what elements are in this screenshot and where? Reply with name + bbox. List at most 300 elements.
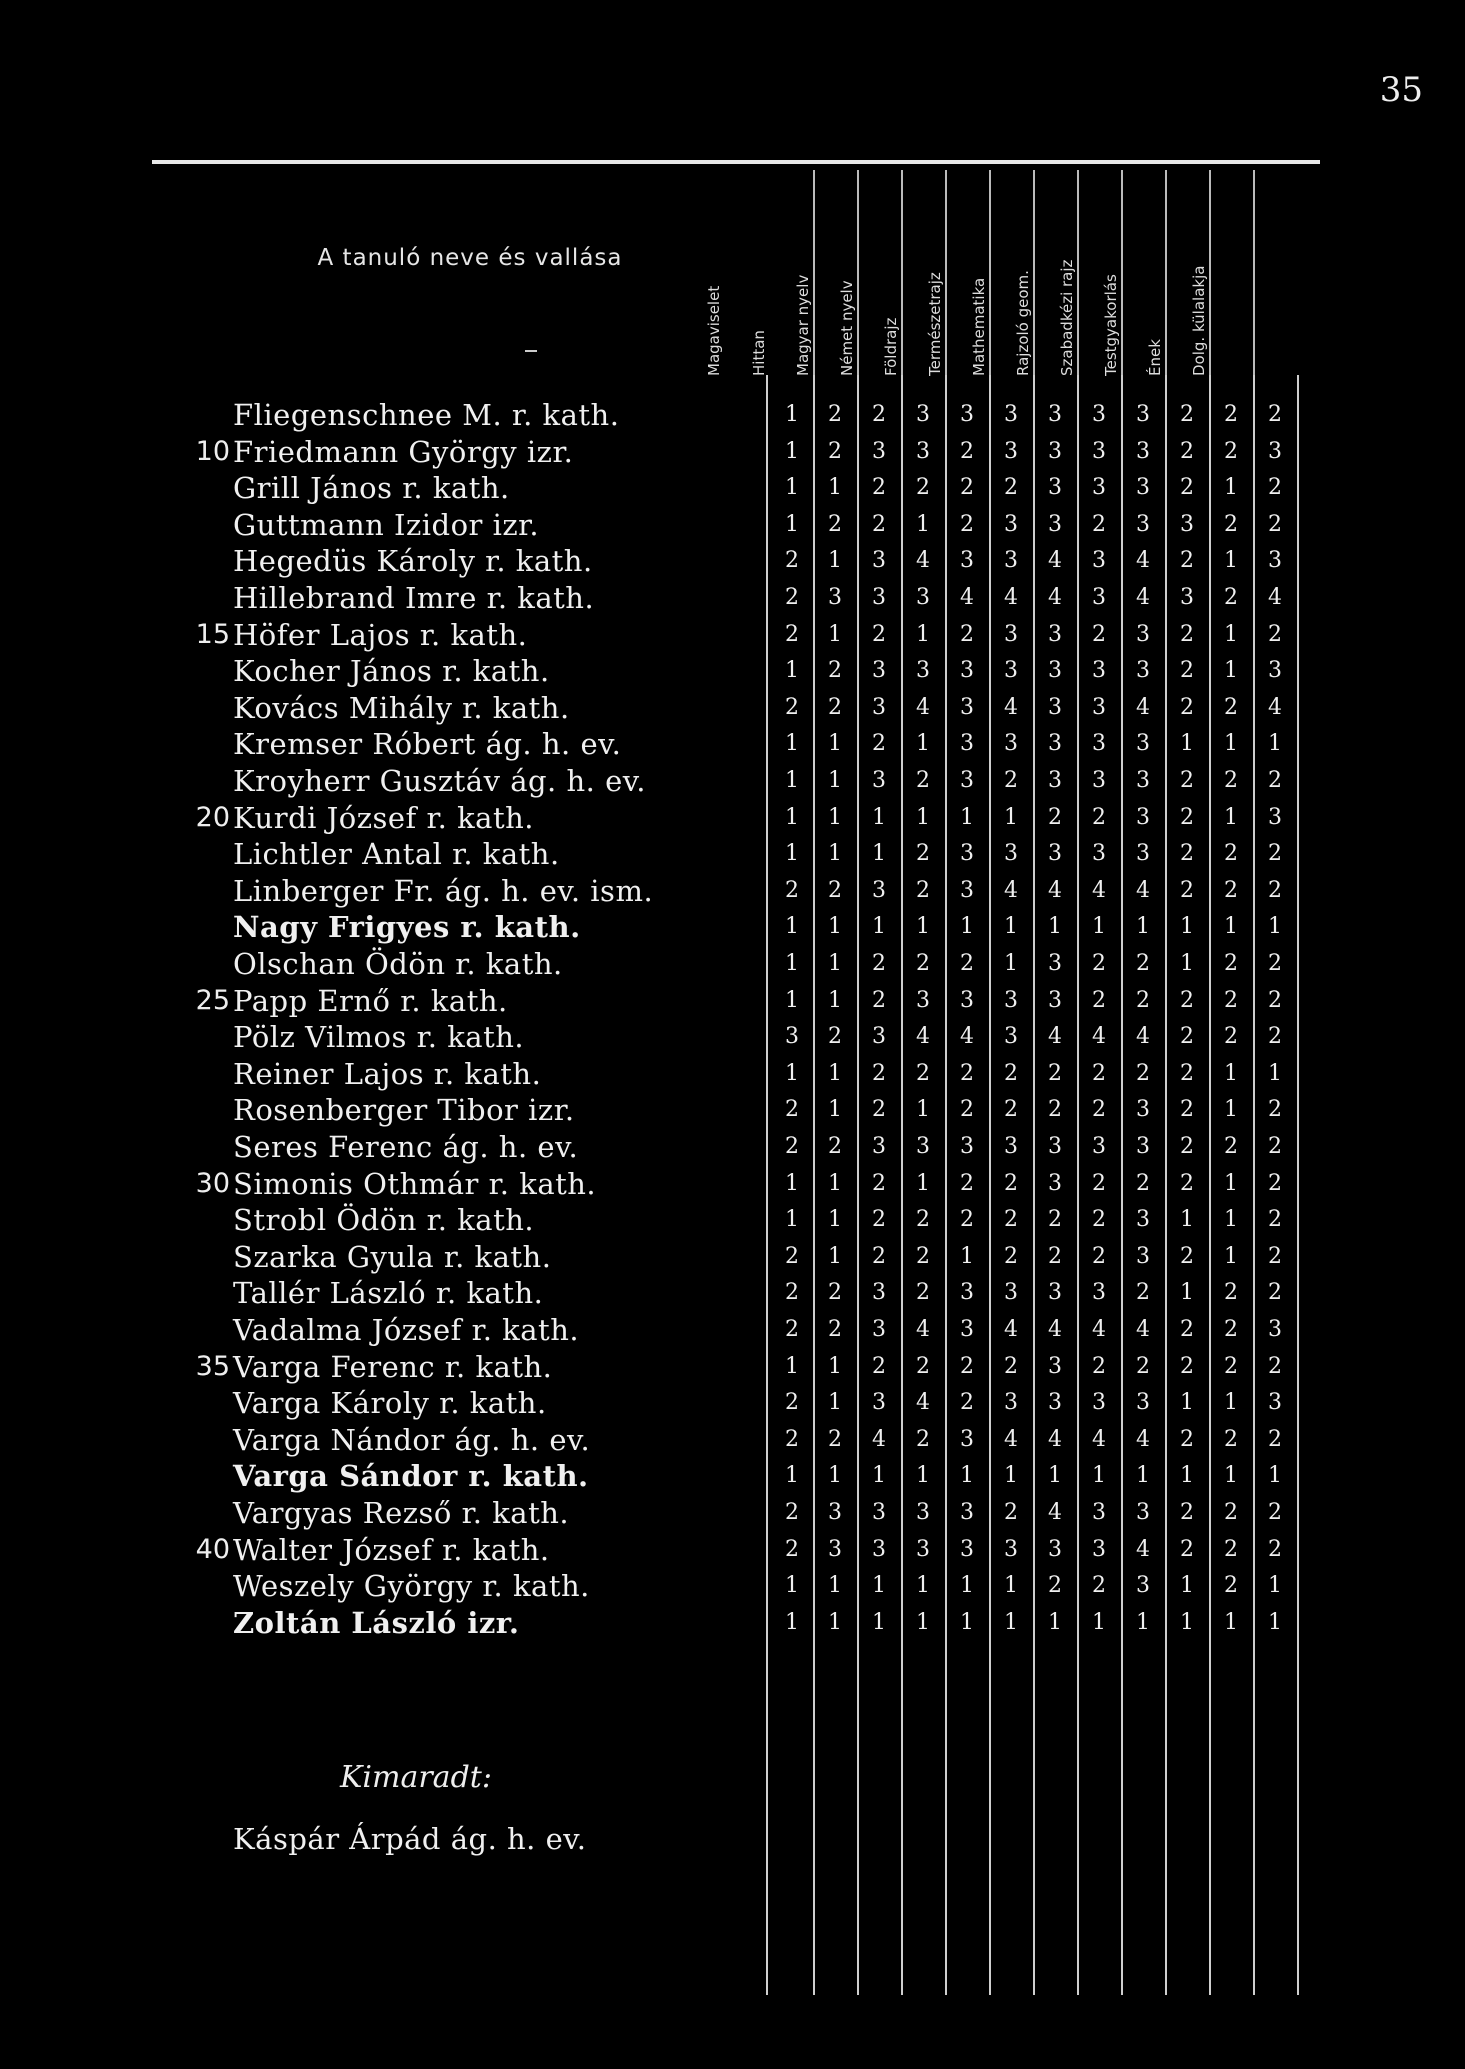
grade-cell: 3 xyxy=(916,1500,930,1525)
grade-cell: 1 xyxy=(1268,1060,1282,1086)
grade-cell: 4 xyxy=(1268,585,1282,610)
grade-cell: 4 xyxy=(1048,1500,1062,1525)
grade-cell: 3 xyxy=(1092,768,1106,793)
grade-cell: 2 xyxy=(960,438,974,464)
table-row xyxy=(0,617,1465,653)
grade-cell: 3 xyxy=(960,1426,974,1452)
table-row xyxy=(0,1532,1465,1568)
grade-cell: 1 xyxy=(916,731,930,757)
grade-cell: 2 xyxy=(916,475,930,501)
row-number: 10 xyxy=(195,435,230,467)
grade-cell: 1 xyxy=(828,1353,842,1379)
grade-cell: 2 xyxy=(1224,1353,1238,1379)
grade-cell: 4 xyxy=(1048,1317,1062,1342)
grade-cell: 2 xyxy=(916,1280,930,1306)
top-rule xyxy=(152,160,1320,164)
grade-cell: 1 xyxy=(785,841,799,867)
grade-cell: 1 xyxy=(1224,621,1238,647)
grade-cell: 2 xyxy=(1268,1500,1282,1525)
grade-cell: 1 xyxy=(785,1609,799,1635)
table-row xyxy=(0,909,1465,945)
grade-cell: 2 xyxy=(785,877,799,903)
row-number: 20 xyxy=(195,801,230,833)
grade-cell: 2 xyxy=(1268,1134,1282,1159)
subject-header-label: Testgyakorlás xyxy=(1102,274,1120,376)
grade-cell: 3 xyxy=(1136,804,1150,830)
grade-cell: 4 xyxy=(1136,694,1150,720)
grade-cell: 3 xyxy=(1004,1280,1018,1306)
grade-cell: 1 xyxy=(1224,475,1238,501)
student-name: Szarka Gyula r. kath. xyxy=(233,1239,552,1274)
grade-cell: 2 xyxy=(872,1207,886,1233)
student-name: Kovács Mihály r. kath. xyxy=(233,690,570,725)
grade-cell: 3 xyxy=(1048,658,1062,684)
student-name: Kocher János r. kath. xyxy=(233,654,550,689)
grade-cell: 2 xyxy=(1048,804,1062,830)
grade-cell: 2 xyxy=(1048,1207,1062,1233)
grade-cell: 2 xyxy=(828,877,842,903)
grade-cell: 1 xyxy=(1268,1463,1282,1489)
grade-cell: 1 xyxy=(1048,1609,1062,1635)
grade-cell: 2 xyxy=(828,1317,842,1342)
grade-cell: 1 xyxy=(1092,1609,1106,1635)
grade-cell: 3 xyxy=(1136,621,1150,647)
grade-cell: 2 xyxy=(1180,1353,1194,1379)
grade-cell: 3 xyxy=(916,987,930,1013)
grade-cell: 2 xyxy=(1268,1024,1282,1050)
student-name: Olschan Ödön r. kath. xyxy=(233,947,563,981)
grade-cell: 4 xyxy=(1136,1426,1150,1452)
grade-cell: 1 xyxy=(872,914,886,940)
grade-cell: 2 xyxy=(785,1280,799,1306)
grade-cell: 4 xyxy=(1268,694,1282,720)
grade-cell: 1 xyxy=(872,841,886,867)
grade-cell: 3 xyxy=(1268,1317,1282,1342)
grade-cell: 4 xyxy=(1092,877,1106,903)
page-number: 35 xyxy=(1379,70,1423,110)
subject-header-label: Hittan xyxy=(750,330,768,376)
grade-cell: 1 xyxy=(785,1353,799,1379)
table-row xyxy=(0,1385,1465,1421)
grade-cell: 3 xyxy=(960,658,974,684)
grade-cell: 3 xyxy=(1004,731,1018,757)
grade-cell: 1 xyxy=(1224,1243,1238,1269)
grade-cell: 1 xyxy=(785,511,799,537)
grade-cell: 3 xyxy=(916,1536,930,1562)
grade-cell: 2 xyxy=(1180,841,1194,867)
grade-cell: 2 xyxy=(960,1353,974,1379)
grade-cell: 2 xyxy=(828,402,842,427)
grade-cell: 3 xyxy=(1048,1280,1062,1306)
grade-cell: 1 xyxy=(872,1573,886,1599)
grade-cell: 3 xyxy=(1048,1536,1062,1562)
grade-cell: 3 xyxy=(960,1280,974,1306)
grade-cell: 4 xyxy=(1048,1024,1062,1050)
grade-cell: 3 xyxy=(1048,951,1062,976)
grade-cell: 3 xyxy=(916,658,930,684)
grade-cell: 4 xyxy=(916,1390,930,1416)
grade-cell: 3 xyxy=(828,1500,842,1525)
grade-cell: 4 xyxy=(916,1024,930,1050)
grade-cell: 2 xyxy=(1180,877,1194,903)
grade-cell: 2 xyxy=(1268,987,1282,1013)
grade-cell: 3 xyxy=(872,1317,886,1342)
grade-cell: 2 xyxy=(872,987,886,1013)
student-name: Varga Sándor r. kath. xyxy=(233,1459,589,1494)
grade-cell: 3 xyxy=(960,987,974,1013)
grade-cell: 2 xyxy=(1048,1243,1062,1269)
grade-cell: 2 xyxy=(1048,1060,1062,1086)
grade-cell: 4 xyxy=(1136,1024,1150,1050)
grade-cell: 4 xyxy=(1048,1426,1062,1452)
table-row xyxy=(0,1568,1465,1604)
grade-cell: 2 xyxy=(1180,438,1194,464)
grade-cell: 1 xyxy=(960,1243,974,1269)
grade-cell: 2 xyxy=(1268,1170,1282,1196)
grade-cell: 3 xyxy=(1004,658,1018,684)
student-name: Kremser Róbert ág. h. ev. xyxy=(233,727,622,762)
grade-cell: 2 xyxy=(1224,585,1238,610)
grade-cell: 4 xyxy=(1004,877,1018,903)
subject-header-label: Ének xyxy=(1146,339,1164,376)
grade-cell: 3 xyxy=(1048,621,1062,647)
grade-cell: 2 xyxy=(1224,1134,1238,1159)
grade-cell: 3 xyxy=(1004,438,1018,464)
grade-cell: 2 xyxy=(1224,402,1238,427)
grade-cell: 2 xyxy=(785,1500,799,1525)
grade-cell: 1 xyxy=(1268,731,1282,757)
grade-cell: 1 xyxy=(785,1207,799,1233)
grade-cell: 2 xyxy=(1180,1536,1194,1562)
grade-cell: 2 xyxy=(916,1243,930,1269)
grade-cell: 2 xyxy=(1136,1280,1150,1306)
grade-cell: 3 xyxy=(1136,1390,1150,1416)
table-row xyxy=(0,543,1465,579)
grade-cell: 3 xyxy=(916,585,930,610)
grade-cell: 2 xyxy=(828,438,842,464)
grade-cell: 1 xyxy=(785,731,799,757)
row-number: 15 xyxy=(195,618,230,650)
grade-cell: 2 xyxy=(1268,1353,1282,1379)
grade-cell: 2 xyxy=(1092,1207,1106,1233)
grade-cell: 1 xyxy=(1224,548,1238,574)
grade-cell: 3 xyxy=(1048,402,1062,427)
grade-cell: 3 xyxy=(1092,1134,1106,1159)
grade-cell: 2 xyxy=(1268,1097,1282,1123)
grade-cell: 2 xyxy=(916,1426,930,1452)
grade-cell: 2 xyxy=(1268,951,1282,976)
row-number: 30 xyxy=(195,1167,230,1199)
grade-cell: 1 xyxy=(1224,1097,1238,1123)
grade-cell: 2 xyxy=(1224,987,1238,1013)
grade-cell: 1 xyxy=(828,987,842,1013)
student-name: Guttmann Izidor izr. xyxy=(233,507,540,542)
student-name: Kurdi József r. kath. xyxy=(233,800,535,835)
grade-cell: 3 xyxy=(1268,658,1282,684)
table-row xyxy=(0,1092,1465,1128)
grade-cell: 3 xyxy=(1092,548,1106,574)
grade-cell: 3 xyxy=(1092,1390,1106,1416)
grade-cell: 2 xyxy=(1180,1134,1194,1159)
grade-cell: 1 xyxy=(828,768,842,793)
grade-cell: 1 xyxy=(1180,914,1194,940)
grade-cell: 3 xyxy=(1004,1024,1018,1050)
student-name: Reiner Lajos r. kath. xyxy=(233,1056,542,1091)
grade-cell: 1 xyxy=(960,1463,974,1489)
grade-cell: 3 xyxy=(960,841,974,867)
grade-cell: 1 xyxy=(1092,1463,1106,1489)
grade-cell: 1 xyxy=(1004,1463,1018,1489)
grade-cell: 1 xyxy=(785,768,799,793)
table-row xyxy=(0,873,1465,909)
grade-cell: 3 xyxy=(872,1134,886,1159)
grade-cell: 2 xyxy=(1268,1536,1282,1562)
table-row xyxy=(0,1019,1465,1055)
grade-cell: 2 xyxy=(1004,475,1018,501)
grade-cell: 3 xyxy=(1136,511,1150,537)
omitted-label: Kimaradt: xyxy=(340,1760,492,1795)
grade-cell: 2 xyxy=(1224,1317,1238,1342)
grade-cell: 2 xyxy=(1092,987,1106,1013)
student-name: Friedmann György izr. xyxy=(233,434,574,469)
grade-cell: 3 xyxy=(1136,768,1150,793)
grade-cell: 4 xyxy=(1004,1426,1018,1452)
grade-cell: 2 xyxy=(916,1060,930,1086)
grade-cell: 1 xyxy=(1180,1390,1194,1416)
grade-cell: 2 xyxy=(916,768,930,793)
table-row xyxy=(0,1056,1465,1092)
grade-cell: 2 xyxy=(828,1024,842,1050)
grade-cell: 4 xyxy=(1004,585,1018,610)
grade-cell: 3 xyxy=(1092,731,1106,757)
grade-cell: 1 xyxy=(872,804,886,830)
grade-cell: 3 xyxy=(1048,987,1062,1013)
grade-cell: 2 xyxy=(785,1426,799,1452)
grade-cell: 1 xyxy=(916,1170,930,1196)
grade-cell: 2 xyxy=(1180,475,1194,501)
grade-cell: 2 xyxy=(1180,1317,1194,1342)
grade-cell: 2 xyxy=(1136,1060,1150,1086)
grade-cell: 1 xyxy=(1180,1280,1194,1306)
grade-cell: 2 xyxy=(1224,1536,1238,1562)
grade-cell: 3 xyxy=(1268,548,1282,574)
grade-cell: 3 xyxy=(872,1500,886,1525)
grade-cell: 2 xyxy=(1268,402,1282,427)
student-name: Fliegenschnee M. r. kath. xyxy=(233,398,620,432)
grade-cell: 3 xyxy=(1136,1500,1150,1525)
grade-cell: 3 xyxy=(960,548,974,574)
grade-cell: 3 xyxy=(960,1536,974,1562)
grade-cell: 2 xyxy=(960,1207,974,1233)
table-row xyxy=(0,726,1465,762)
grade-cell: 1 xyxy=(1180,1609,1194,1635)
grade-cell: 3 xyxy=(1136,1134,1150,1159)
grade-cell: 1 xyxy=(1224,1060,1238,1086)
grade-cell: 2 xyxy=(785,1243,799,1269)
table-row xyxy=(0,800,1465,836)
table-row xyxy=(0,763,1465,799)
grade-cell: 1 xyxy=(960,1573,974,1599)
grade-cell: 3 xyxy=(1092,402,1106,427)
grade-cell: 2 xyxy=(1180,658,1194,684)
grade-cell: 2 xyxy=(828,694,842,720)
grade-cell: 2 xyxy=(1136,1353,1150,1379)
student-name: Linberger Fr. ág. h. ev. ism. xyxy=(233,873,654,908)
grade-cell: 3 xyxy=(828,1536,842,1562)
grade-cell: 2 xyxy=(1224,511,1238,537)
grade-cell: 2 xyxy=(1268,511,1282,537)
table-row xyxy=(0,434,1465,470)
row-number: 25 xyxy=(195,984,230,1016)
grade-cell: 3 xyxy=(828,585,842,610)
grade-cell: 2 xyxy=(1092,1243,1106,1269)
grade-cell: 1 xyxy=(828,731,842,757)
grade-cell: 2 xyxy=(1180,1024,1194,1050)
student-name: Grill János r. kath. xyxy=(233,471,510,506)
grade-cell: 1 xyxy=(1048,1463,1062,1489)
student-name: Hegedüs Károly r. kath. xyxy=(233,544,593,579)
subject-header-label: Mathematika xyxy=(970,277,988,376)
grade-cell: 1 xyxy=(785,475,799,501)
grade-cell: 2 xyxy=(1268,841,1282,867)
grade-cell: 2 xyxy=(1224,694,1238,720)
grade-cell: 2 xyxy=(872,731,886,757)
grade-cell: 1 xyxy=(1048,914,1062,940)
grade-cell: 2 xyxy=(1224,877,1238,903)
grade-cell: 3 xyxy=(1092,475,1106,501)
grade-cell: 1 xyxy=(1224,731,1238,757)
grade-cell: 2 xyxy=(1004,1060,1018,1086)
grade-cell: 1 xyxy=(785,1463,799,1489)
grade-cell: 3 xyxy=(872,1390,886,1416)
grade-cell: 2 xyxy=(1048,1097,1062,1123)
grade-cell: 3 xyxy=(960,731,974,757)
grade-cell: 4 xyxy=(960,1024,974,1050)
student-name: Rosenberger Tibor izr. xyxy=(233,1093,575,1128)
grade-cell: 4 xyxy=(1092,1317,1106,1342)
grade-cell: 2 xyxy=(916,877,930,903)
grade-cell: 2 xyxy=(960,511,974,537)
grade-cell: 2 xyxy=(1224,1500,1238,1525)
grade-cell: 3 xyxy=(1136,1097,1150,1123)
grade-cell: 3 xyxy=(1092,1500,1106,1525)
grade-cell: 1 xyxy=(785,1170,799,1196)
grade-cell: 2 xyxy=(1004,1353,1018,1379)
grade-cell: 1 xyxy=(1224,658,1238,684)
grade-cell: 2 xyxy=(960,1390,974,1416)
table-row xyxy=(0,470,1465,506)
grade-cell: 2 xyxy=(1004,1170,1018,1196)
grade-cell: 4 xyxy=(1136,877,1150,903)
grade-cell: 1 xyxy=(916,914,930,940)
grade-cell: 3 xyxy=(1048,511,1062,537)
grade-cell: 2 xyxy=(1268,877,1282,903)
subject-header-label: Magaviselet xyxy=(705,285,723,376)
grade-cell: 2 xyxy=(872,475,886,501)
grade-cell: 3 xyxy=(960,402,974,427)
grade-cell: 4 xyxy=(1136,548,1150,574)
grade-cell: 1 xyxy=(1268,914,1282,940)
grade-cell: 3 xyxy=(1092,694,1106,720)
grade-cell: 2 xyxy=(785,1317,799,1342)
grade-cell: 1 xyxy=(916,804,930,830)
grade-cell: 3 xyxy=(1092,585,1106,610)
grade-cell: 3 xyxy=(872,768,886,793)
grade-cell: 1 xyxy=(1224,1609,1238,1635)
grade-cell: 4 xyxy=(1136,585,1150,610)
grade-cell: 1 xyxy=(916,621,930,647)
table-row xyxy=(0,1605,1465,1641)
grade-cell: 1 xyxy=(960,914,974,940)
grade-cell: 1 xyxy=(828,1170,842,1196)
grade-cell: 3 xyxy=(960,768,974,793)
grade-cell: 2 xyxy=(1268,475,1282,501)
grade-cell: 2 xyxy=(1224,438,1238,464)
grade-cell: 2 xyxy=(1180,987,1194,1013)
student-name: Vadalma József r. kath. xyxy=(233,1313,580,1347)
grade-cell: 1 xyxy=(960,1609,974,1635)
grade-cell: 1 xyxy=(1268,1573,1282,1599)
grade-cell: 2 xyxy=(916,1207,930,1233)
grade-cell: 2 xyxy=(872,1353,886,1379)
table-row xyxy=(0,1349,1465,1385)
grade-cell: 3 xyxy=(872,1280,886,1306)
grade-cell: 2 xyxy=(785,585,799,610)
grade-cell: 2 xyxy=(1180,548,1194,574)
grade-cell: 4 xyxy=(1048,548,1062,574)
grade-cell: 3 xyxy=(872,658,886,684)
grade-cell: 1 xyxy=(785,1573,799,1599)
grade-cell: 3 xyxy=(1092,841,1106,867)
grade-cell: 1 xyxy=(785,987,799,1013)
grade-cell: 3 xyxy=(872,877,886,903)
table-row xyxy=(0,1422,1465,1458)
grade-cell: 3 xyxy=(1136,475,1150,501)
grade-cell: 2 xyxy=(1268,621,1282,647)
grade-cell: 2 xyxy=(1180,1426,1194,1452)
grade-cell: 3 xyxy=(1136,658,1150,684)
grade-cell: 3 xyxy=(960,1317,974,1342)
grade-cell: 1 xyxy=(785,438,799,464)
grade-cell: 4 xyxy=(960,585,974,610)
student-name: Kroyherr Gusztáv ág. h. ev. xyxy=(233,764,646,798)
name-column-header: A tanuló neve és vallása xyxy=(317,245,623,271)
grade-cell: 3 xyxy=(872,438,886,464)
student-name: Walter József r. kath. xyxy=(233,1532,550,1567)
grade-cell: 1 xyxy=(916,1609,930,1635)
grade-cell: 4 xyxy=(1092,1024,1106,1050)
grade-cell: 1 xyxy=(1224,804,1238,830)
grade-cell: 3 xyxy=(1092,1536,1106,1562)
grade-cell: 2 xyxy=(1092,1573,1106,1599)
grade-cell: 2 xyxy=(1180,621,1194,647)
student-name: Höfer Lajos r. kath. xyxy=(233,617,528,652)
grade-cell: 3 xyxy=(1004,1390,1018,1416)
grade-cell: 2 xyxy=(828,658,842,684)
grade-cell: 1 xyxy=(1004,1609,1018,1635)
grade-cell: 2 xyxy=(960,1060,974,1086)
grade-cell: 2 xyxy=(1180,1097,1194,1123)
grade-cell: 1 xyxy=(828,804,842,830)
grade-cell: 2 xyxy=(828,1426,842,1452)
student-name: Hillebrand Imre r. kath. xyxy=(233,581,595,615)
student-name: Simonis Othmár r. kath. xyxy=(233,1166,597,1201)
grade-cell: 2 xyxy=(916,951,930,976)
subject-header-label: Német nyelv xyxy=(838,280,856,376)
grade-cell: 4 xyxy=(1004,1317,1018,1342)
grade-cell: 1 xyxy=(828,841,842,867)
grade-cell: 2 xyxy=(1004,768,1018,793)
